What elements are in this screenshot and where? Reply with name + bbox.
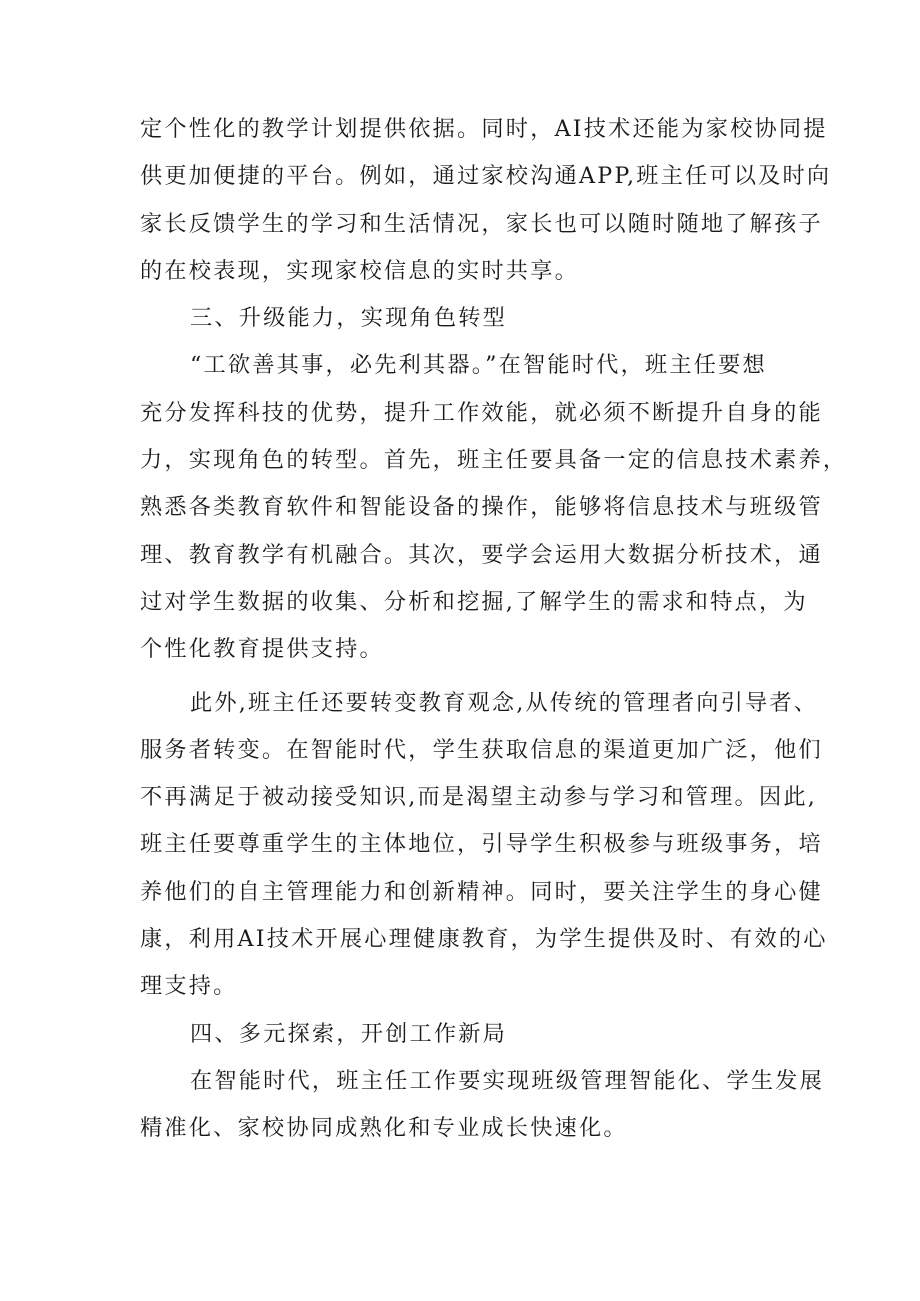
body-line: 班主任要尊重学生的主体地位，引导学生积极参与班级事务，培: [140, 831, 823, 858]
body-line: 过对学生数据的收集、分析和挖掘,了解学生的需求和特点，为: [140, 588, 808, 615]
body-line: 理、教育教学有机融合。其次，要学会运用大数据分析技术，通: [140, 541, 823, 568]
body-line: 康，利用AI技术开展心理健康教育，为学生提供及时、有效的心: [140, 926, 828, 953]
body-line: 力，实现角色的转型。首先，班主任要具备一定的信息技术素养，: [140, 447, 848, 474]
body-line: 理支持。: [140, 973, 238, 1000]
body-line: 在智能时代，班主任工作要实现班级管理智能化、学生发展: [190, 1067, 825, 1094]
body-line: 不再满足于被动接受知识,而是渴望主动参与学习和管理。因此,: [140, 784, 817, 811]
body-line: 供更加便捷的平台。例如，通过家校沟通APP,班主任可以及时向: [140, 163, 832, 190]
body-line: 定个性化的教学计划提供依据。同时，AI技术还能为家校协同提: [140, 116, 828, 142]
body-line: 养他们的自主管理能力和创新精神。同时，要关注学生的身心健: [140, 878, 823, 905]
body-line: 此外,班主任还要转变教育观念,从传统的管理者向引导者、: [190, 689, 819, 716]
body-line: 熟悉各类教育软件和智能设备的操作，能够将信息技术与班级管: [140, 494, 823, 521]
body-line: 精准化、家校协同成熟化和专业成长快速化。: [140, 1115, 628, 1142]
body-line: 充分发挥科技的优势，提升工作效能，就必须不断提升自身的能: [140, 399, 823, 426]
body-line: 服务者转变。在智能时代，学生获取信息的渠道更加广泛，他们: [140, 736, 823, 763]
section-heading-3: 三、升级能力，实现角色转型: [190, 305, 508, 332]
body-line: 的在校表现，实现家校信息的实时共享。: [140, 257, 579, 284]
section-heading-4: 四、多元探索，开创工作新局: [190, 1020, 508, 1047]
body-line: “工欲善其事，必先利其器。”在智能时代，班主任要想: [190, 352, 767, 379]
document-body: [140, 106, 848, 1153]
body-line: 个性化教育提供支持。: [140, 636, 384, 663]
body-line: 家长反馈学生的学习和生活情况，家长也可以随时随地了解孩子: [140, 210, 823, 237]
